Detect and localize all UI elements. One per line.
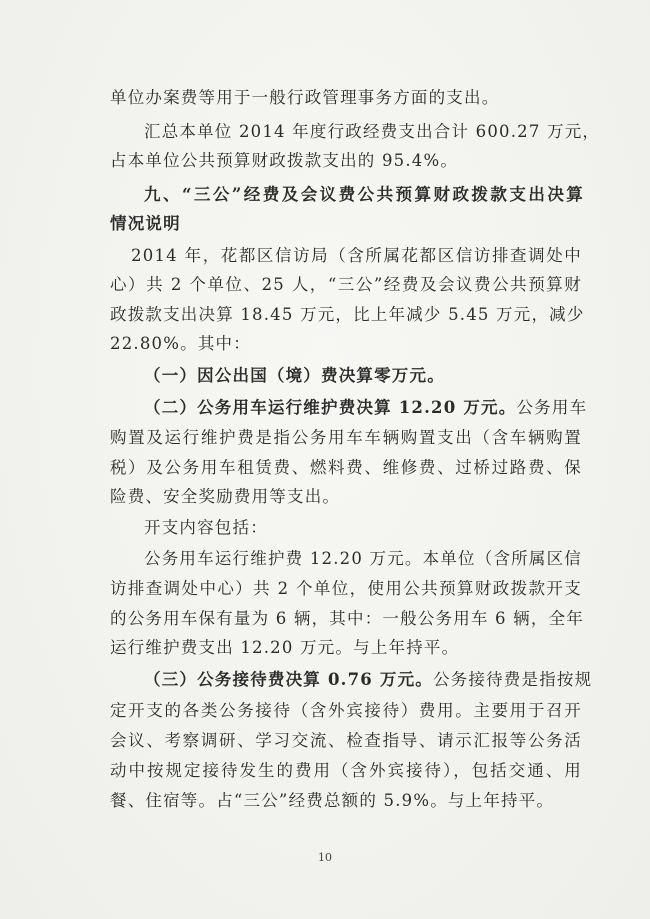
text-line-11-tail: 公务用车 bbox=[516, 398, 588, 417]
text-line-20-tail: 公务接待费是指按规 bbox=[432, 670, 593, 689]
text-line-22: 会议、考察调研、学习交流、检查指导、请示汇报等公务活 bbox=[110, 731, 582, 750]
text-line-6: 2014 年，花都区信访局（含所属花都区信访排查调处中 bbox=[131, 246, 582, 265]
text-line-15: 开支内容包括： bbox=[144, 518, 268, 537]
text-line-24: 餐、住宿等。占“三公”经费总额的 5.9%。与上年持平。 bbox=[110, 791, 555, 810]
text-line-16: 公务用车运行维护费 12.20 万元。本单位（含所属区信 bbox=[144, 549, 582, 568]
text-line-18: 的公务用车保有量为 6 辆，其中：一般公务用车 6 辆，全年 bbox=[110, 609, 584, 628]
text-line-11 bbox=[144, 397, 588, 419]
text-line-7: 心）共 2 个单位、25 人，“三公”经费及会议费公共预算财 bbox=[110, 275, 582, 294]
text-line-20 bbox=[144, 669, 593, 691]
text-line-14: 险费、安全奖励费用等支出。 bbox=[110, 487, 341, 506]
subheading-3: （三）公务接待费决算 0.76 万元。 bbox=[144, 670, 433, 689]
subheading-2: （二）公务用车运行维护费决算 12.20 万元。 bbox=[144, 398, 517, 417]
text-line-8: 政拨款支出决算 18.45 万元，比上年减少 5.45 万元，减少 bbox=[110, 305, 585, 324]
subheading-1: （一）因公出国（境）费决算零万元。 bbox=[144, 366, 445, 385]
page-number: 10 bbox=[318, 851, 332, 864]
section-heading-line-2: 情况说明 bbox=[110, 214, 181, 233]
section-heading-line-1: 九、“三公”经费及会议费公共预算财政拨款支出决算 bbox=[144, 185, 584, 204]
text-line-17: 访排查调处中心）共 2 个单位，使用公共预算财政拨款开支 bbox=[110, 579, 582, 598]
text-line-1: 单位办案费等用于一般行政管理事务方面的支出。 bbox=[110, 88, 500, 107]
text-line-21: 定开支的各类公务接待（含外宾接待）费用。主要用于召开 bbox=[110, 701, 582, 720]
text-line-13: 税）及公务用车租赁费、燃料费、维修费、过桥过路费、保 bbox=[110, 458, 582, 477]
text-line-23: 动中按规定接待发生的费用（含外宾接待），包括交通、用 bbox=[110, 761, 582, 780]
text-line-3: 占本单位公共预算财政拨款支出的 95.4%。 bbox=[110, 151, 459, 170]
text-line-2: 汇总本单位 2014 年度行政经费支出合计 600.27 万元， bbox=[144, 122, 601, 141]
text-line-12: 购置及运行维护费是指公务用车车辆购置支出（含车辆购置 bbox=[110, 428, 582, 447]
text-line-19: 运行维护费支出 12.20 万元。与上年持平。 bbox=[110, 638, 460, 657]
text-line-9: 22.80%。其中： bbox=[110, 334, 251, 353]
